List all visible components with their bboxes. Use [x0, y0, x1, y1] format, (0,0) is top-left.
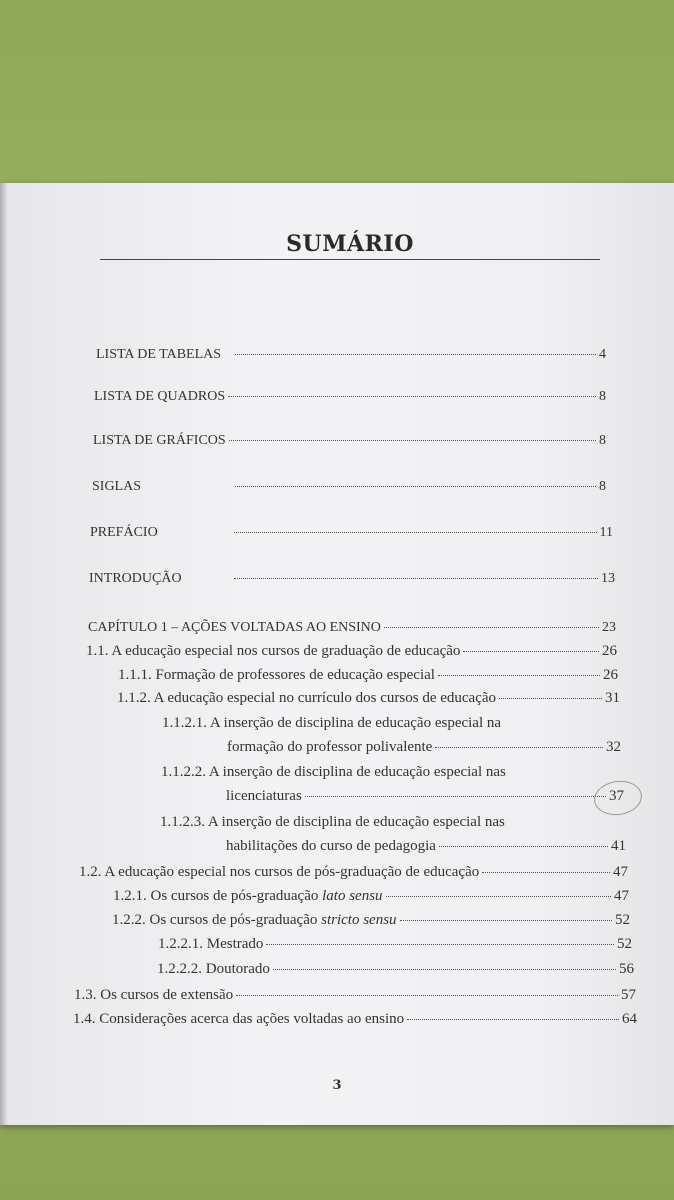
toc-entry-1-2-2-1 [158, 936, 632, 953]
toc-label: 1.1.1. Formação de professores de educação especial [118, 667, 435, 683]
toc-entry-1-1 [86, 643, 617, 660]
toc-entry-1-1-2-3 [226, 838, 626, 855]
toc-page: 23 [602, 620, 616, 635]
toc-label: SIGLAS [92, 479, 142, 494]
spine-shadow [0, 183, 8, 1125]
toc-entry-1-1-2-2 [226, 788, 624, 805]
toc-entry-1-1-2-3-line1: 1.1.2.3. A inserção de disciplina de educação especial nas [160, 814, 505, 830]
toc-entry-1-1-2-1-line1: 1.1.2.1. A inserção de disciplina de educação especial na [162, 715, 502, 731]
toc-page: 64 [622, 1011, 637, 1027]
book-page [0, 183, 674, 1125]
toc-page: 13 [601, 571, 615, 586]
leader-dots [234, 532, 597, 533]
toc-page: 41 [611, 838, 626, 854]
leader-dots [439, 846, 608, 847]
toc-entry-1-1-1 [118, 667, 618, 684]
leader-dots [400, 920, 612, 921]
toc-page: 37 [609, 788, 624, 804]
leader-dots [266, 944, 614, 945]
leader-dots [407, 1019, 619, 1020]
toc-entry-1-2-1 [113, 888, 629, 905]
toc-page: 57 [621, 987, 636, 1003]
toc-label: licenciaturas [226, 788, 302, 804]
toc-label: 1.2. A educação especial nos cursos de pós-graduação de educação [79, 864, 480, 880]
toc-label: PREFÁCIO [90, 525, 158, 540]
leader-dots [235, 354, 596, 355]
toc-label: habilitações do curso de pedagogia [226, 838, 436, 854]
toc-label: INTRODUÇÃO [89, 571, 182, 586]
toc-label: 1.2.2.2. Doutorado [157, 961, 270, 977]
toc-entry-1-2-2 [112, 912, 630, 929]
pencil-circle-mark [592, 778, 644, 818]
toc-page: 52 [615, 912, 630, 928]
page-number: 3 [332, 1078, 342, 1093]
toc-entry-introducao [89, 571, 615, 587]
leader-dots [384, 627, 599, 628]
toc-label-italic: stricto sensu [321, 912, 397, 928]
toc-label: 1.2.2.1. Mestrado [158, 936, 264, 952]
toc-label: CAPÍTULO 1 – AÇÕES VOLTADAS AO ENSINO [88, 620, 381, 635]
title-rule [100, 259, 600, 260]
leader-dots [386, 896, 611, 897]
toc-label-text: 1.2.1. Os cursos de pós-graduação [113, 888, 319, 904]
leader-dots [235, 486, 596, 487]
toc-page: 8 [599, 433, 606, 448]
toc-label: 1.3. Os cursos de extensão [74, 987, 234, 1003]
toc-page: 4 [599, 347, 606, 362]
toc-entry-1-1-2 [117, 690, 620, 707]
toc-label: LISTA DE QUADROS [94, 389, 226, 404]
toc-page: 47 [614, 888, 629, 904]
leader-dots [482, 872, 610, 873]
toc-label-italic: lato sensu [322, 888, 383, 904]
toc-entry-lista-graficos [93, 433, 606, 449]
toc-page: 26 [603, 667, 618, 683]
toc-page: 47 [613, 864, 628, 880]
toc-label: formação do professor polivalente [227, 739, 433, 755]
leader-dots [463, 651, 599, 652]
toc-page: 8 [599, 479, 606, 494]
leader-dots [229, 440, 596, 441]
toc-label: LISTA DE GRÁFICOS [93, 433, 226, 448]
leader-dots [273, 969, 616, 970]
toc-entry-prefacio [90, 525, 613, 541]
toc-label: LISTA DE TABELAS [96, 347, 222, 362]
toc-page: 26 [602, 643, 617, 659]
toc-page: 32 [606, 739, 621, 755]
toc-label-text: 1.2.2. Os cursos de pós-graduação [112, 912, 318, 928]
toc-label: 1.4. Considerações acerca das ações voltadas ao ensino [73, 1011, 405, 1027]
leader-dots [435, 747, 603, 748]
leader-dots [228, 396, 596, 397]
toc-entry-1-2 [79, 864, 628, 881]
toc-label: 1.1. A educação especial nos cursos de graduação de educação [86, 643, 461, 659]
toc-entry-siglas [92, 479, 606, 495]
leader-dots [499, 698, 602, 699]
toc-entry-1-1-2-2-line1: 1.1.2.2. A inserção de disciplina de educação especial nas [161, 764, 506, 780]
page-title: SUMÁRIO [286, 231, 414, 257]
toc-page: 56 [619, 961, 634, 977]
toc-page: 8 [599, 389, 606, 404]
toc-page: 31 [605, 690, 620, 706]
toc-label: 1.1.2. A educação especial no currículo dos cursos de educação [117, 690, 497, 706]
toc-page: 11 [599, 525, 613, 540]
toc-entry-1-1-2-1 [227, 739, 621, 756]
leader-dots [234, 578, 598, 579]
toc-entry-1-4 [73, 1011, 637, 1028]
toc-entry-lista-quadros [94, 389, 606, 405]
toc-label [112, 912, 397, 929]
toc-label [113, 888, 383, 905]
toc-entry-lista-tabelas [96, 347, 606, 363]
leader-dots [236, 995, 618, 996]
toc-page: 52 [617, 936, 632, 952]
toc-entry-capitulo-1 [88, 620, 616, 636]
toc-entry-1-3 [74, 987, 636, 1004]
leader-dots [305, 796, 606, 797]
leader-dots [438, 675, 600, 676]
toc-entry-1-2-2-2 [157, 961, 634, 978]
